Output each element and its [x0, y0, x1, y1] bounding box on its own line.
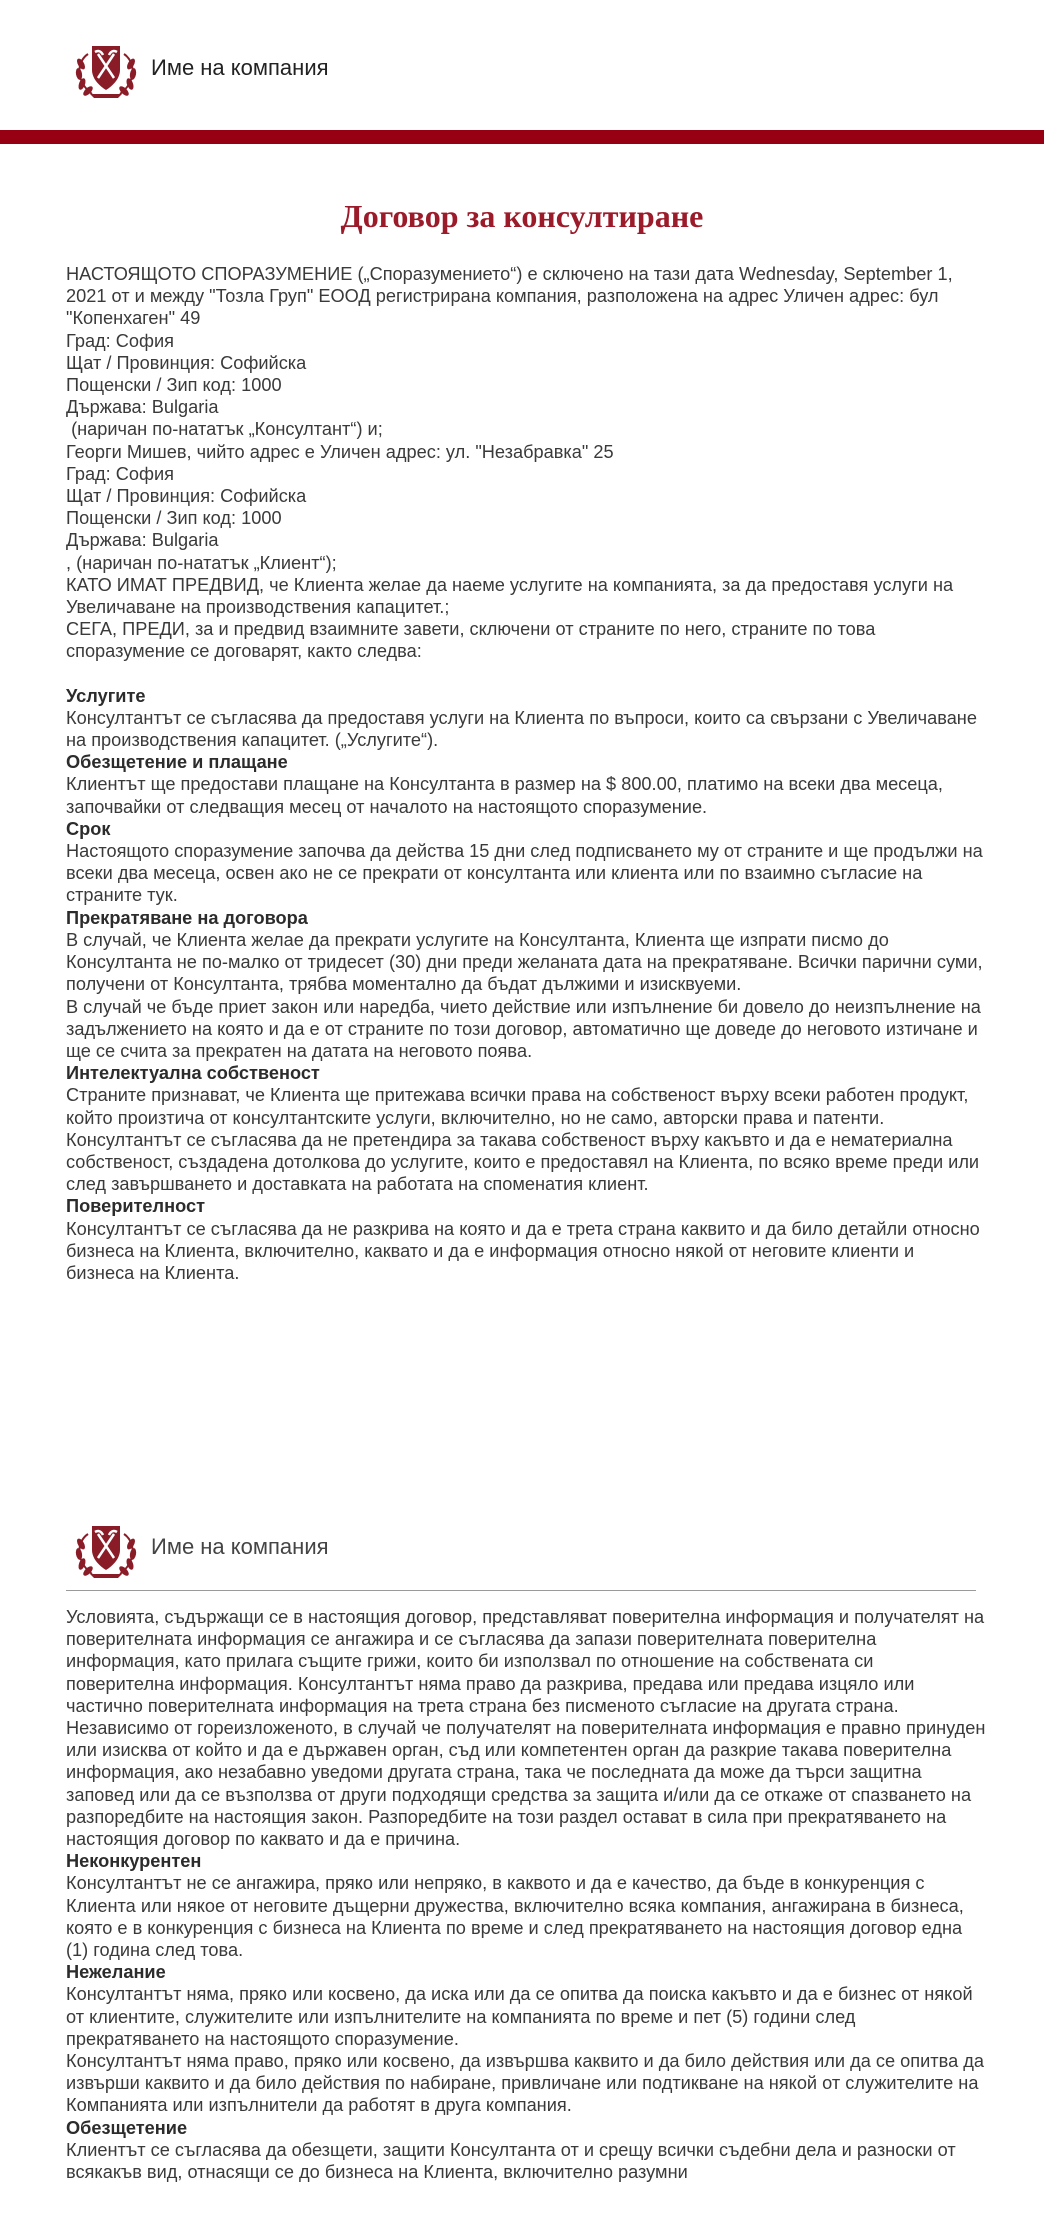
paragraph: СЕГА, ПРЕДИ, за и предвид взаимните завети, сключени от страните по него, страните по това споразумение се договарят, както следва: [66, 619, 881, 662]
paragraph: Условията, съдържащи се в настоящия договор, представляват поверителна информация и получателят на поверителната информация се ангажира и се съгласява да запази поверителната поверителна информация, като прилага същите грижи, които би използвал по отношение на собствената си поверителна информация. Консултантът няма право да разкрива, предава или предава изцяло или частично поверителната информация на трета страна без писменото съгласие на другата страна. [66, 1607, 990, 1716]
paragraph: НАСТОЯЩОТО СПОРАЗУМЕНИЕ („Споразумението“) е сключено на тази дата Wednesday, September 1, 2021 от и между "Тозла Груп" ЕООД регистрирана компания, разположена на адрес Уличен адрес: бул "Копенхаген" 49 [66, 264, 958, 329]
paragraph: Страните признават, че Клиента ще притежава всички права на собственост върху всеки работен продукт, който произтича от консултантските услуги, включително, но не само, авторски права и патенти. Консултантът се съгласява да не претендира за такава собственост върху какъвто и да е нематериална собственост, създадена дотолкова до услугите, които е предоставял на Клиента, по всяко време преди или след завършването и доставката на работата на споменатия клиент. [66, 1085, 985, 1195]
paragraph: Щат / Провинция: Софийска [66, 486, 307, 507]
company-logo-icon [70, 40, 142, 102]
section-heading: Срок [66, 818, 111, 839]
paragraph: Консултантът се съгласява да предоставя услуги на Клиента по въпроси, които са свързани с Увеличаване на производствения капацитет. („Услугите“). [66, 707, 983, 751]
company-logo-icon [70, 1520, 142, 1582]
company-name: Име на компания [151, 55, 329, 80]
paragraph-gap [66, 663, 986, 685]
paragraph: Държава: Bulgaria [66, 530, 219, 551]
paragraph: Консултантът не се ангажира, пряко или непряко, в каквото и да е качество, да бъде в конкуренция с Клиента или някое от неговите дъщерни дружества, включително всяка компания, ангажирана в бизнеса, която е в конкуренция с бизнеса на Клиента по време и след прекратяването на настоящия договор една (1) година след това. [66, 1873, 969, 1961]
section-heading: Нежелание [66, 1962, 166, 1983]
paragraph: Консултантът няма право, пряко или косвено, да извършва каквито и да било действия или да се опитва да извърши каквито и да било действия по набиране, привличане или подтикване на някой от служителите на Компанията или изпълнители да работят в друга компания. [66, 2051, 990, 2116]
section-heading: Неконкурентен [66, 1851, 202, 1872]
paragraph: (наричан по-нататък „Консултант“) и; [66, 419, 383, 440]
paragraph: КАТО ИМАТ ПРЕДВИД, че Клиента желае да наеме услугите на компанията, за да предоставя услуги на Увеличаване на производствения капацитет.; [66, 574, 959, 618]
page-header [0, 0, 1044, 132]
section-heading: Интелектуална собственост [66, 1063, 320, 1084]
page2-header [0, 1512, 1044, 1592]
header-accent-band [0, 130, 1044, 144]
page2-divider [66, 1590, 976, 1591]
section-heading: Услугите [66, 685, 146, 706]
paragraph: Консултантът няма, пряко или косвено, да иска или да се опитва да поиска какъвто и да е бизнес от някой от клиентите, служителите или изпълнителите на компанията по време и пет (5) години след прекратяването на настоящото споразумение. [66, 1984, 978, 2049]
section-heading: Обезщетение и плащане [66, 752, 288, 773]
paragraph: В случай, че Клиента желае да прекрати услугите на Консултанта, Клиента ще изпрати писмо до Консултанта не по-малко от тридесет (30) дни преди желаната дата на прекратяване. Всички парични суми, получени от Консултанта, трябва моментално да бъдат дължими и изисквуеми. [66, 929, 988, 995]
paragraph: Настоящото споразумение започва да действа 15 дни след подписването му от страните и ще продължи на всеки два месеца, освен ако не се прекрати от консултанта или клиента или по взаимно съгласие на страните тук. [66, 841, 988, 906]
section-heading: Прекратяване на договора [66, 907, 308, 928]
company-name: Име на компания [151, 1534, 329, 1559]
page1-body [66, 263, 986, 1284]
paragraph: В случай че бъде приет закон или наредба, чието действие или изпълнение би довело до неизпълнение на задължението на която и да е от страните по този договор, автоматично ще доведе до неговото изтичане и ще се счита за прекратен на датата на неговото появa. [66, 996, 986, 1061]
paragraph: Държава: Bulgaria [66, 397, 219, 418]
paragraph: Георги Мишев, чийто адрес е Уличен адрес: ул. "Незабравка" 25 [66, 441, 614, 462]
paragraph: Консултантът се съгласява да не разкрива на която и да е трета страна каквито и да било детайли относно бизнеса на Клиента, включително, каквато и да е информация относно някой от неговите клиенти и бизнеса на Клиента. [66, 1218, 985, 1283]
paragraph: Град: София [66, 330, 174, 351]
paragraph: , (наричан по-нататък „Клиент“); [66, 552, 337, 573]
paragraph: Независимо от гореизложеното, в случай че получателят на поверителната информация е правно принуден или изисква от който и да е държавен орган, съд или компетентен орган да разкрие такава поверителна информация, ако незабавно уведоми другата страна, така че последната да може да търси защитна заповед или да се възползва от други подходящи средства за защита и/или да се откаже от спазването на разпоредбите на настоящия закон. Разпоредбите на този раздел остават в сила при прекратяването на настоящия договор по каквато и да е причина. [66, 1718, 991, 1850]
paragraph: Клиентът ще предостави плащане на Консултанта в размер на $ 800.00, платимо на всеки два месеца, започвайки от следващия месец от началото на настоящото споразумение. [66, 774, 949, 817]
page2-body [66, 1606, 991, 2183]
paragraph: Пощенски / Зип код: 1000 [66, 375, 282, 396]
paragraph: Град: София [66, 463, 174, 484]
document-title: Договор за консултиране [340, 198, 704, 234]
section-heading: Поверителност [66, 1196, 205, 1217]
section-heading: Обезщетение [66, 2117, 188, 2138]
paragraph: Клиентът се съгласява да обезщети, защити Консултанта от и срещу всички съдебни дела и разноски от всякакъв вид, отнасящи се до бизнеса на Клиента, включително разумни [66, 2139, 961, 2183]
paragraph: Щат / Провинция: Софийска [66, 352, 307, 373]
paragraph: Пощенски / Зип код: 1000 [66, 508, 282, 529]
